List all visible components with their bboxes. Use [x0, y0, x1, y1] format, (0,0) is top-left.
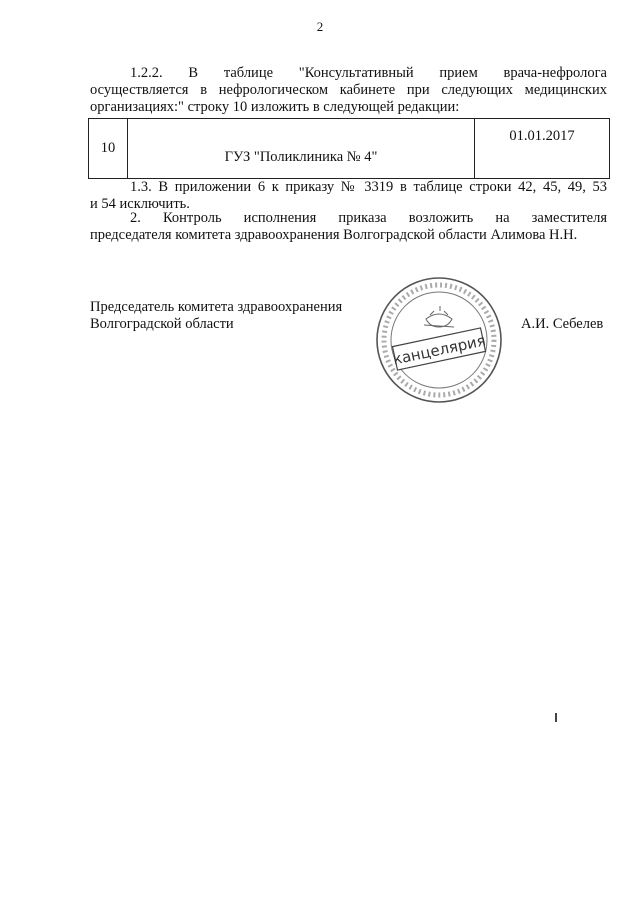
table-row [89, 119, 610, 179]
paragraph-line: 1.2.2. В таблице "Консультативный прием врача-нефролога [130, 65, 607, 81]
stamp-label: канцелярия [391, 331, 488, 369]
organization-cell: ГУЗ "Поликлиника № 4" [128, 119, 475, 179]
paragraph-line: 1.3. В приложении 6 к приказу № 3319 в таблице строки 42, 45, 49, 53 [130, 179, 607, 195]
signatory-name: А.И. Себелев [521, 316, 604, 332]
paragraph-1-3 [90, 179, 607, 213]
paragraph-line: 2. Контроль исполнения приказа возложить на заместителя [130, 210, 607, 226]
organization-table [88, 118, 610, 179]
date-cell: 01.01.2017 [475, 119, 610, 179]
position-line: Председатель комитета здравоохранения [90, 299, 343, 315]
row-number-cell: 10 [89, 119, 128, 179]
signatory-position [90, 299, 380, 333]
stamp-emblem [424, 306, 454, 327]
scan-mark [555, 713, 557, 722]
paragraph-1-2-2 [90, 65, 607, 116]
page-number: 2 [316, 19, 324, 34]
paragraph-line: осуществляется в нефрологическом кабинете при следующих медицинских [90, 82, 607, 98]
paragraph-line: и 54 исключить. [90, 196, 190, 212]
paragraph-line: организациях:" строку 10 изложить в следующей редакции: [90, 99, 460, 115]
position-line: Волгоградской области [90, 316, 234, 332]
paragraph-2 [90, 210, 607, 244]
paragraph-line: председателя комитета здравоохранения Волгоградской области Алимова Н.Н. [90, 227, 578, 243]
office-stamp [374, 275, 504, 405]
